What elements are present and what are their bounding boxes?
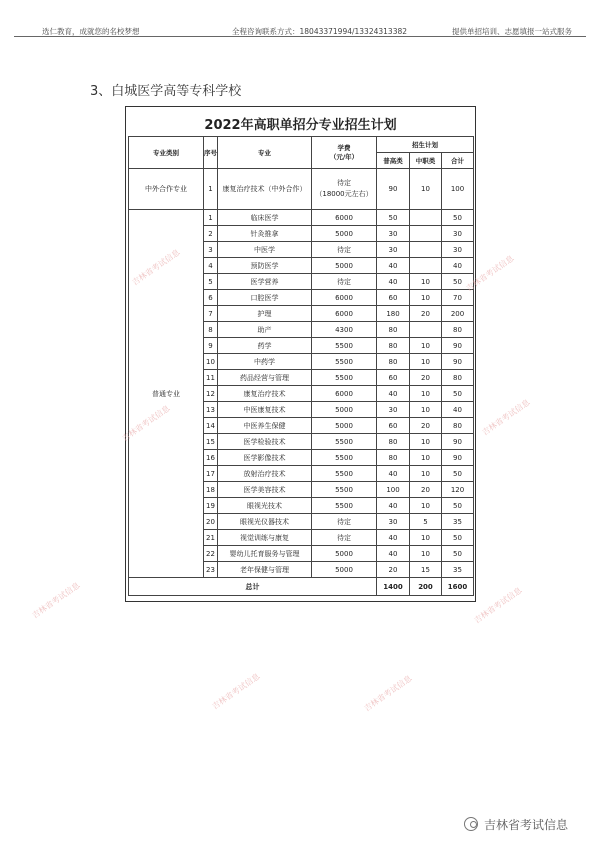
cell-fee: 4300 bbox=[312, 322, 377, 338]
cell-total-total: 1600 bbox=[442, 578, 474, 596]
cell-major: 医学营养 bbox=[218, 274, 312, 290]
cell-general: 40 bbox=[377, 530, 410, 546]
cell-vocational: 20 bbox=[410, 418, 442, 434]
cell-vocational: 10 bbox=[410, 338, 442, 354]
cell-no: 4 bbox=[204, 258, 218, 274]
cell-vocational: 10 bbox=[410, 354, 442, 370]
cell-major: 视觉训练与康复 bbox=[218, 530, 312, 546]
cell-no: 9 bbox=[204, 338, 218, 354]
footer-brand bbox=[464, 816, 568, 833]
cell-major: 药学 bbox=[218, 338, 312, 354]
cell-general: 20 bbox=[377, 562, 410, 578]
cell-fee: 6000 bbox=[312, 386, 377, 402]
cell-fee: 5500 bbox=[312, 338, 377, 354]
cell-major: 老年保健与管理 bbox=[218, 562, 312, 578]
cell-vocational: 10 bbox=[410, 450, 442, 466]
cell-no: 21 bbox=[204, 530, 218, 546]
cell-vocational: 20 bbox=[410, 482, 442, 498]
cell-fee: 5500 bbox=[312, 434, 377, 450]
cell-vocational bbox=[410, 210, 442, 226]
cell-general: 40 bbox=[377, 498, 410, 514]
cell-major: 医学影像技术 bbox=[218, 450, 312, 466]
cell-total: 50 bbox=[442, 274, 474, 290]
cell-general: 50 bbox=[377, 210, 410, 226]
table-title: 2022年高职单招分专业招生计划 bbox=[204, 118, 397, 133]
cell-no: 6 bbox=[204, 290, 218, 306]
cell-no: 22 bbox=[204, 546, 218, 562]
enrollment-table bbox=[128, 136, 474, 596]
cell-category-intl: 中外合作专业 bbox=[129, 169, 204, 210]
cell-total: 50 bbox=[442, 498, 474, 514]
cell-general: 40 bbox=[377, 466, 410, 482]
cell-vocational bbox=[410, 242, 442, 258]
cell-vocational: 10 bbox=[410, 169, 442, 210]
cell-no: 18 bbox=[204, 482, 218, 498]
cell-fee: 5500 bbox=[312, 450, 377, 466]
cell-major: 眼视光技术 bbox=[218, 498, 312, 514]
cell-fee-line1: 待定 bbox=[337, 179, 351, 187]
cell-vocational: 20 bbox=[410, 306, 442, 322]
cell-general: 80 bbox=[377, 434, 410, 450]
cell-general: 60 bbox=[377, 290, 410, 306]
cell-fee: 5000 bbox=[312, 418, 377, 434]
cell-vocational: 10 bbox=[410, 274, 442, 290]
cell-general: 30 bbox=[377, 402, 410, 418]
section-title: 3、白城医学高等专科学校 bbox=[90, 84, 242, 99]
cell-no: 23 bbox=[204, 562, 218, 578]
cell-no: 14 bbox=[204, 418, 218, 434]
cell-total: 50 bbox=[442, 210, 474, 226]
cell-fee: 待定 bbox=[312, 274, 377, 290]
cell-total: 80 bbox=[442, 322, 474, 338]
cell-no: 3 bbox=[204, 242, 218, 258]
cell-total: 50 bbox=[442, 386, 474, 402]
cell-no: 16 bbox=[204, 450, 218, 466]
cell-total: 200 bbox=[442, 306, 474, 322]
cell-total: 30 bbox=[442, 242, 474, 258]
cell-major: 护理 bbox=[218, 306, 312, 322]
cell-no: 8 bbox=[204, 322, 218, 338]
cell-no: 19 bbox=[204, 498, 218, 514]
header-divider bbox=[14, 36, 586, 37]
header-tuition bbox=[312, 137, 377, 169]
cell-total: 70 bbox=[442, 290, 474, 306]
header-category: 专业类别 bbox=[129, 137, 204, 169]
cell-no: 12 bbox=[204, 386, 218, 402]
cell-total-general: 1400 bbox=[377, 578, 410, 596]
cell-vocational: 10 bbox=[410, 402, 442, 418]
cell-vocational bbox=[410, 322, 442, 338]
cell-no: 1 bbox=[204, 210, 218, 226]
cell-total: 120 bbox=[442, 482, 474, 498]
footer-text: 吉林省考试信息 bbox=[483, 818, 568, 832]
cell-no: 7 bbox=[204, 306, 218, 322]
cell-total: 90 bbox=[442, 354, 474, 370]
watermark-stamp: 吉林省考试信息 bbox=[130, 247, 182, 288]
cell-vocational: 10 bbox=[410, 498, 442, 514]
cell-total: 80 bbox=[442, 370, 474, 386]
watermark-stamp: 吉林省考试信息 bbox=[120, 403, 172, 444]
cell-major: 预防医学 bbox=[218, 258, 312, 274]
cell-major: 中医学 bbox=[218, 242, 312, 258]
cell-vocational: 10 bbox=[410, 290, 442, 306]
cell-vocational: 10 bbox=[410, 530, 442, 546]
cell-vocational: 10 bbox=[410, 434, 442, 450]
cell-fee: 5000 bbox=[312, 546, 377, 562]
header-no: 序号 bbox=[204, 137, 218, 169]
cell-fee: 5500 bbox=[312, 370, 377, 386]
watermark-stamp: 吉林省考试信息 bbox=[210, 671, 262, 712]
cell-category-normal: 普通专业 bbox=[129, 210, 204, 578]
cell-no: 20 bbox=[204, 514, 218, 530]
header-service: 提供单招培训、志愿填报一站式服务 bbox=[452, 27, 572, 36]
cell-fee: 待定 bbox=[312, 514, 377, 530]
cell-vocational bbox=[410, 258, 442, 274]
cell-fee: 6000 bbox=[312, 210, 377, 226]
cell-total: 35 bbox=[442, 562, 474, 578]
cell-fee: 5000 bbox=[312, 226, 377, 242]
cell-general: 60 bbox=[377, 418, 410, 434]
cell-major: 康复治疗技术 bbox=[218, 386, 312, 402]
table-row-intl bbox=[129, 169, 474, 210]
cell-major: 助产 bbox=[218, 322, 312, 338]
cell-fee: 待定 bbox=[312, 242, 377, 258]
cell-vocational bbox=[410, 226, 442, 242]
header-slogan: 选仁教育，成就您的名校梦想 bbox=[42, 27, 140, 36]
cell-no: 15 bbox=[204, 434, 218, 450]
cell-fee: 5500 bbox=[312, 498, 377, 514]
cell-general: 80 bbox=[377, 354, 410, 370]
wechat-icon bbox=[464, 817, 478, 831]
cell-no: 1 bbox=[204, 169, 218, 210]
cell-major: 针灸推拿 bbox=[218, 226, 312, 242]
cell-vocational: 10 bbox=[410, 466, 442, 482]
cell-total: 40 bbox=[442, 402, 474, 418]
cell-major: 眼视光仪器技术 bbox=[218, 514, 312, 530]
cell-major: 中药学 bbox=[218, 354, 312, 370]
header-plan: 招生计划 bbox=[377, 137, 474, 153]
cell-major: 放射治疗技术 bbox=[218, 466, 312, 482]
cell-total: 40 bbox=[442, 258, 474, 274]
cell-major: 康复治疗技术（中外合作） bbox=[218, 169, 312, 210]
cell-vocational: 15 bbox=[410, 562, 442, 578]
cell-fee: 5000 bbox=[312, 258, 377, 274]
watermark-stamp: 吉林省考试信息 bbox=[464, 253, 516, 294]
cell-general: 80 bbox=[377, 322, 410, 338]
cell-fee: 待定 bbox=[312, 530, 377, 546]
cell-major: 中医养生保健 bbox=[218, 418, 312, 434]
cell-no: 13 bbox=[204, 402, 218, 418]
cell-general: 40 bbox=[377, 258, 410, 274]
cell-general: 80 bbox=[377, 338, 410, 354]
cell-total: 90 bbox=[442, 434, 474, 450]
cell-total-vocational: 200 bbox=[410, 578, 442, 596]
header-contact: 全程咨询联系方式：18043371994/13324313382 bbox=[232, 27, 408, 36]
cell-fee: 5000 bbox=[312, 562, 377, 578]
cell-total: 35 bbox=[442, 514, 474, 530]
cell-general: 30 bbox=[377, 514, 410, 530]
cell-total: 90 bbox=[442, 338, 474, 354]
header-general: 普高类 bbox=[377, 153, 410, 169]
cell-total: 80 bbox=[442, 418, 474, 434]
cell-fee: 6000 bbox=[312, 306, 377, 322]
header-total: 合计 bbox=[442, 153, 474, 169]
cell-total: 100 bbox=[442, 169, 474, 210]
cell-general: 30 bbox=[377, 242, 410, 258]
table-row bbox=[129, 210, 474, 226]
cell-general: 40 bbox=[377, 546, 410, 562]
cell-total: 30 bbox=[442, 226, 474, 242]
watermark-stamp: 吉林省考试信息 bbox=[480, 397, 532, 438]
cell-vocational: 10 bbox=[410, 386, 442, 402]
cell-general: 100 bbox=[377, 482, 410, 498]
cell-major: 婴幼儿托育服务与管理 bbox=[218, 546, 312, 562]
cell-major: 中医康复技术 bbox=[218, 402, 312, 418]
watermark-stamp: 吉林省考试信息 bbox=[362, 673, 414, 714]
cell-general: 90 bbox=[377, 169, 410, 210]
cell-total: 50 bbox=[442, 546, 474, 562]
cell-no: 17 bbox=[204, 466, 218, 482]
watermark-stamp: 吉林省考试信息 bbox=[472, 585, 524, 626]
cell-fee: 5500 bbox=[312, 354, 377, 370]
cell-no: 5 bbox=[204, 274, 218, 290]
cell-fee: 6000 bbox=[312, 290, 377, 306]
cell-fee: 5500 bbox=[312, 482, 377, 498]
cell-fee bbox=[312, 169, 377, 210]
cell-fee: 5000 bbox=[312, 402, 377, 418]
watermark-stamp: 吉林省考试信息 bbox=[30, 580, 82, 621]
header-vocational: 中职类 bbox=[410, 153, 442, 169]
cell-general: 40 bbox=[377, 386, 410, 402]
cell-general: 30 bbox=[377, 226, 410, 242]
cell-no: 11 bbox=[204, 370, 218, 386]
header-tuition-unit: （元/年） bbox=[329, 152, 359, 161]
cell-general: 180 bbox=[377, 306, 410, 322]
cell-major: 药品经营与管理 bbox=[218, 370, 312, 386]
cell-total: 50 bbox=[442, 466, 474, 482]
cell-vocational: 10 bbox=[410, 546, 442, 562]
cell-no: 10 bbox=[204, 354, 218, 370]
cell-major: 医学检验技术 bbox=[218, 434, 312, 450]
cell-major: 临床医学 bbox=[218, 210, 312, 226]
cell-fee: 5500 bbox=[312, 466, 377, 482]
header-tuition-label: 学费 bbox=[337, 143, 351, 152]
cell-total: 50 bbox=[442, 530, 474, 546]
cell-vocational: 5 bbox=[410, 514, 442, 530]
cell-general: 40 bbox=[377, 274, 410, 290]
table-row-total bbox=[129, 578, 474, 596]
cell-vocational: 20 bbox=[410, 370, 442, 386]
header-major: 专业 bbox=[218, 137, 312, 169]
cell-major: 口腔医学 bbox=[218, 290, 312, 306]
cell-fee-line2: （18000元左右） bbox=[315, 190, 373, 198]
cell-total: 90 bbox=[442, 450, 474, 466]
cell-no: 2 bbox=[204, 226, 218, 242]
cell-general: 80 bbox=[377, 450, 410, 466]
cell-general: 60 bbox=[377, 370, 410, 386]
cell-total-label: 总计 bbox=[129, 578, 377, 596]
cell-major: 医学美容技术 bbox=[218, 482, 312, 498]
